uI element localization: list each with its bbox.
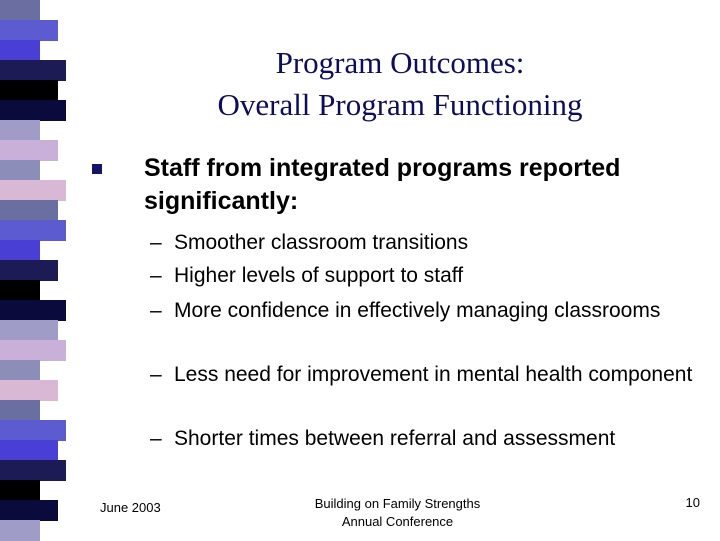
dash-icon: – [150,427,162,450]
sub-bullet-text: Higher levels of support to staff [174,264,464,287]
title-line-1: Program Outcomes: [275,45,525,80]
stripe-segment [0,440,58,461]
stripe-segment [0,520,40,541]
stripe-segment [0,180,66,201]
stripe-segment [0,380,58,401]
decorative-stripe-bar [0,0,66,540]
stripe-segment [0,420,66,441]
stripe-segment [0,320,58,341]
stripe-segment [0,0,40,21]
stripe-segment [0,260,58,281]
stripe-segment [0,360,40,381]
sub-bullet-text: Shorter times between referral and assessment [174,427,616,450]
page-number: 10 [685,495,700,510]
stripe-segment [0,120,40,141]
stripe-segment [0,280,40,301]
sub-bullet-text: Smoother classroom transitions [174,231,469,254]
stripe-segment [0,460,66,481]
stripe-segment [0,80,58,101]
stripe-segment [0,340,66,361]
footer-event [300,495,495,531]
stripe-segment [0,20,58,41]
stripe-segment [0,400,40,421]
stripe-segment [0,140,58,161]
stripe-segment [0,100,66,121]
main-bullet-text: Staff from integrated programs reported significantly: [144,154,621,215]
stripe-segment [0,300,66,321]
dash-icon: – [150,264,162,287]
stripe-segment [0,200,58,221]
dash-icon: – [150,363,162,386]
stripe-segment [0,220,66,241]
square-bullet-icon [92,164,102,174]
sub-bullet-text: More confidence in effectively managing classrooms [174,299,661,322]
dash-icon: – [150,299,162,322]
footer-event-line-1: Building on Family Strengths [314,496,481,511]
footer-date: June 2003 [100,500,161,515]
dash-icon: – [150,231,162,254]
stripe-segment [0,160,40,181]
stripe-segment [0,40,40,61]
title-line-2: Overall Program Functioning [217,87,583,122]
stripe-segment [0,480,40,501]
sub-bullet-text: Less need for improvement in mental health component [174,363,693,386]
stripe-segment [0,60,66,81]
slide-title [100,42,700,126]
stripe-segment [0,240,40,261]
footer-event-line-2: Annual Conference [341,514,454,529]
stripe-segment [0,500,58,521]
